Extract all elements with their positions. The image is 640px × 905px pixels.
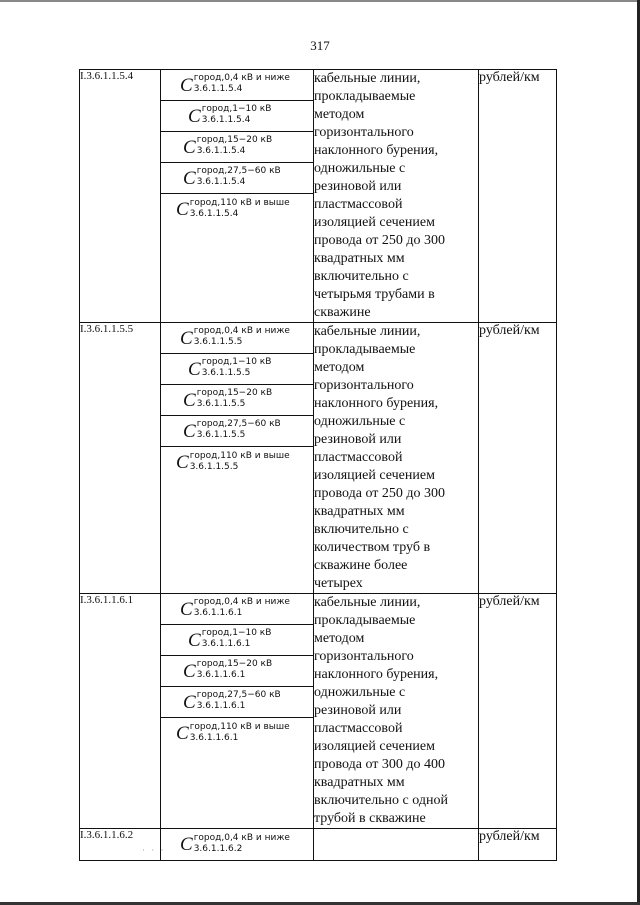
description-line: квадратных мм [314,775,405,790]
description-line: пластмассовой [314,197,403,212]
description-line: трубой в скважине [314,811,426,826]
cost-superscript: город,27,5−60 кВ [196,166,281,176]
cost-symbol [161,594,313,625]
cost-symbol [161,687,313,718]
row-code: I.3.6.1.1.5.5 [80,323,161,594]
description-line: наклонного бурения, [314,396,439,411]
cost-symbol [161,829,313,860]
description-line: горизонтального [314,378,414,393]
cost-letter: C [180,327,193,349]
cost-letter: C [176,199,189,220]
cost-superscript: город,0,4 кВ и ниже [193,73,290,83]
symbol-cell [161,829,314,861]
cost-subscript: 3.6.1.1.5.4 [201,115,251,125]
cost-symbol [161,416,313,447]
cost-indices [197,137,272,157]
description-line: кабельные линии, [314,71,421,86]
cost-superscript: город,15−20 кВ [196,135,273,145]
cost-letter: C [183,167,196,189]
cost-subscript: 3.6.1.1.5.4 [196,146,246,156]
cost-subscript: 3.6.1.1.5.4 [196,177,246,187]
description-line: включительно с [314,269,409,284]
cost-superscript: город,110 кВ и выше [189,450,290,461]
cost-symbol [161,625,313,656]
cost-subscript: 3.6.1.1.6.1 [193,608,243,618]
row-unit: рублей/км [479,594,557,829]
symbol-cell [161,323,314,594]
description-line: провода от 250 до 300 [314,486,445,501]
description-line: включительно с одной [314,793,448,808]
cost-symbol [161,656,313,687]
cost-letter: C [188,105,201,127]
cost-symbol [161,354,313,385]
description-line: методом [314,631,365,646]
description-line: провода от 300 до 400 [314,757,445,772]
cost-indices [202,630,272,650]
cost-indices [193,832,290,855]
description-line: горизонтального [314,125,414,140]
description-line: резиновой или [314,432,402,447]
cost-subscript: 3.6.1.1.6.1 [201,639,251,649]
page-number: 317 [310,38,330,53]
description-line: горизонтального [314,649,414,664]
row-description [314,323,479,594]
description-line: прокладываемые [314,613,416,628]
cost-superscript: город,0,4 кВ и ниже [193,597,290,607]
table-row [80,323,557,594]
cost-subscript: 3.6.1.1.6.1 [196,701,246,711]
cost-superscript: город,1−10 кВ [201,357,272,367]
cost-indices [197,692,281,712]
description-line: включительно с [314,522,409,537]
cost-indices [189,197,290,220]
cost-indices [197,421,281,441]
row-unit: рублей/км [479,323,557,594]
symbol-stack [161,829,313,860]
cost-indices [189,450,290,473]
scan-artifact: · · · [142,845,166,855]
cost-indices [197,661,272,681]
tariff-table [79,69,557,861]
row-description [314,829,479,861]
row-code: I.3.6.1.1.6.2 [80,829,161,861]
cost-superscript: город,0,4 кВ и ниже [193,832,290,843]
cost-letter: C [180,74,193,96]
row-code: I.3.6.1.1.5.4 [80,70,161,323]
cost-subscript: 3.6.1.1.5.5 [189,461,239,472]
symbol-cell [161,70,314,323]
description-line: одножильные с [314,161,406,176]
cost-superscript: город,27,5−60 кВ [196,690,281,700]
cost-letter: C [188,358,201,380]
cost-indices [197,390,272,410]
cost-superscript: город,110 кВ и выше [189,197,290,208]
cost-subscript: 3.6.1.1.5.5 [196,430,246,440]
description-line: прокладываемые [314,89,416,104]
description-line: четырех [314,576,363,591]
cost-symbol [161,323,313,354]
symbol-stack [161,70,313,225]
cost-symbol [161,447,313,478]
description-line: квадратных мм [314,504,405,519]
cost-symbol [161,132,313,163]
cost-superscript: город,0,4 кВ и ниже [193,326,290,336]
description-line: квадратных мм [314,251,405,266]
row-unit: рублей/км [479,70,557,323]
table-row [80,70,557,323]
description-line: скважине [314,305,371,320]
cost-symbol [161,718,313,749]
table-row [80,594,557,829]
description-line: количеством труб в [314,540,431,555]
cost-symbol [161,194,313,225]
description-line: наклонного бурения, [314,667,439,682]
cost-indices [194,75,290,95]
symbol-cell [161,594,314,829]
description-line: кабельные линии, [314,324,421,339]
row-code: I.3.6.1.1.6.1 [80,594,161,829]
description-line: изоляцией сечением [314,215,435,230]
cost-letter: C [188,629,201,651]
description-line: резиновой или [314,179,402,194]
cost-subscript: 3.6.1.1.5.5 [196,399,246,409]
cost-indices [202,106,272,126]
cost-indices [202,359,272,379]
description-line: скважине более [314,558,408,573]
description-line: одножильные с [314,685,406,700]
cost-subscript: 3.6.1.1.5.4 [193,84,243,94]
cost-subscript: 3.6.1.1.6.1 [189,732,239,743]
cost-superscript: город,15−20 кВ [196,659,273,669]
cost-letter: C [183,691,196,713]
description-line: пластмассовой [314,721,403,736]
row-description [314,594,479,829]
description-line: резиновой или [314,703,402,718]
description-line: изоляцией сечением [314,468,435,483]
description-line: прокладываемые [314,342,416,357]
description-line: пластмассовой [314,450,403,465]
cost-letter: C [183,660,196,682]
description-line: методом [314,107,365,122]
cost-subscript: 3.6.1.1.6.2 [193,843,243,854]
cost-letter: C [176,723,189,744]
tariff-table-body [80,70,557,861]
cost-subscript: 3.6.1.1.6.1 [196,670,246,680]
symbol-stack [161,594,313,749]
cost-subscript: 3.6.1.1.5.5 [193,337,243,347]
cost-superscript: город,1−10 кВ [201,628,272,638]
cost-letter: C [180,834,193,855]
cost-letter: C [176,452,189,473]
cost-subscript: 3.6.1.1.5.4 [189,208,239,219]
cost-letter: C [180,598,193,620]
cost-letter: C [183,420,196,442]
cost-superscript: город,1−10 кВ [201,104,272,114]
cost-letter: C [183,389,196,411]
cost-superscript: город,15−20 кВ [196,388,273,398]
description-line: изоляцией сечением [314,739,435,754]
row-description [314,70,479,323]
cost-indices [194,599,290,619]
cost-indices [189,721,290,744]
description-line: провода от 250 до 300 [314,233,445,248]
cost-indices [197,168,281,188]
description-line: кабельные линии, [314,595,421,610]
description-line: наклонного бурения, [314,143,439,158]
cost-indices [194,328,290,348]
cost-superscript: город,110 кВ и выше [189,721,290,732]
cost-symbol [161,70,313,101]
cost-subscript: 3.6.1.1.5.5 [201,368,251,378]
scan-edge-top [0,0,640,2]
cost-superscript: город,27,5−60 кВ [196,419,281,429]
description-line: методом [314,360,365,375]
description-line: четырьмя трубами в [314,287,435,302]
symbol-stack [161,323,313,478]
description-line: одножильные с [314,414,406,429]
cost-symbol [161,163,313,194]
row-unit: рублей/км [479,829,557,861]
cost-symbol [161,101,313,132]
cost-symbol [161,385,313,416]
cost-letter: C [183,136,196,158]
